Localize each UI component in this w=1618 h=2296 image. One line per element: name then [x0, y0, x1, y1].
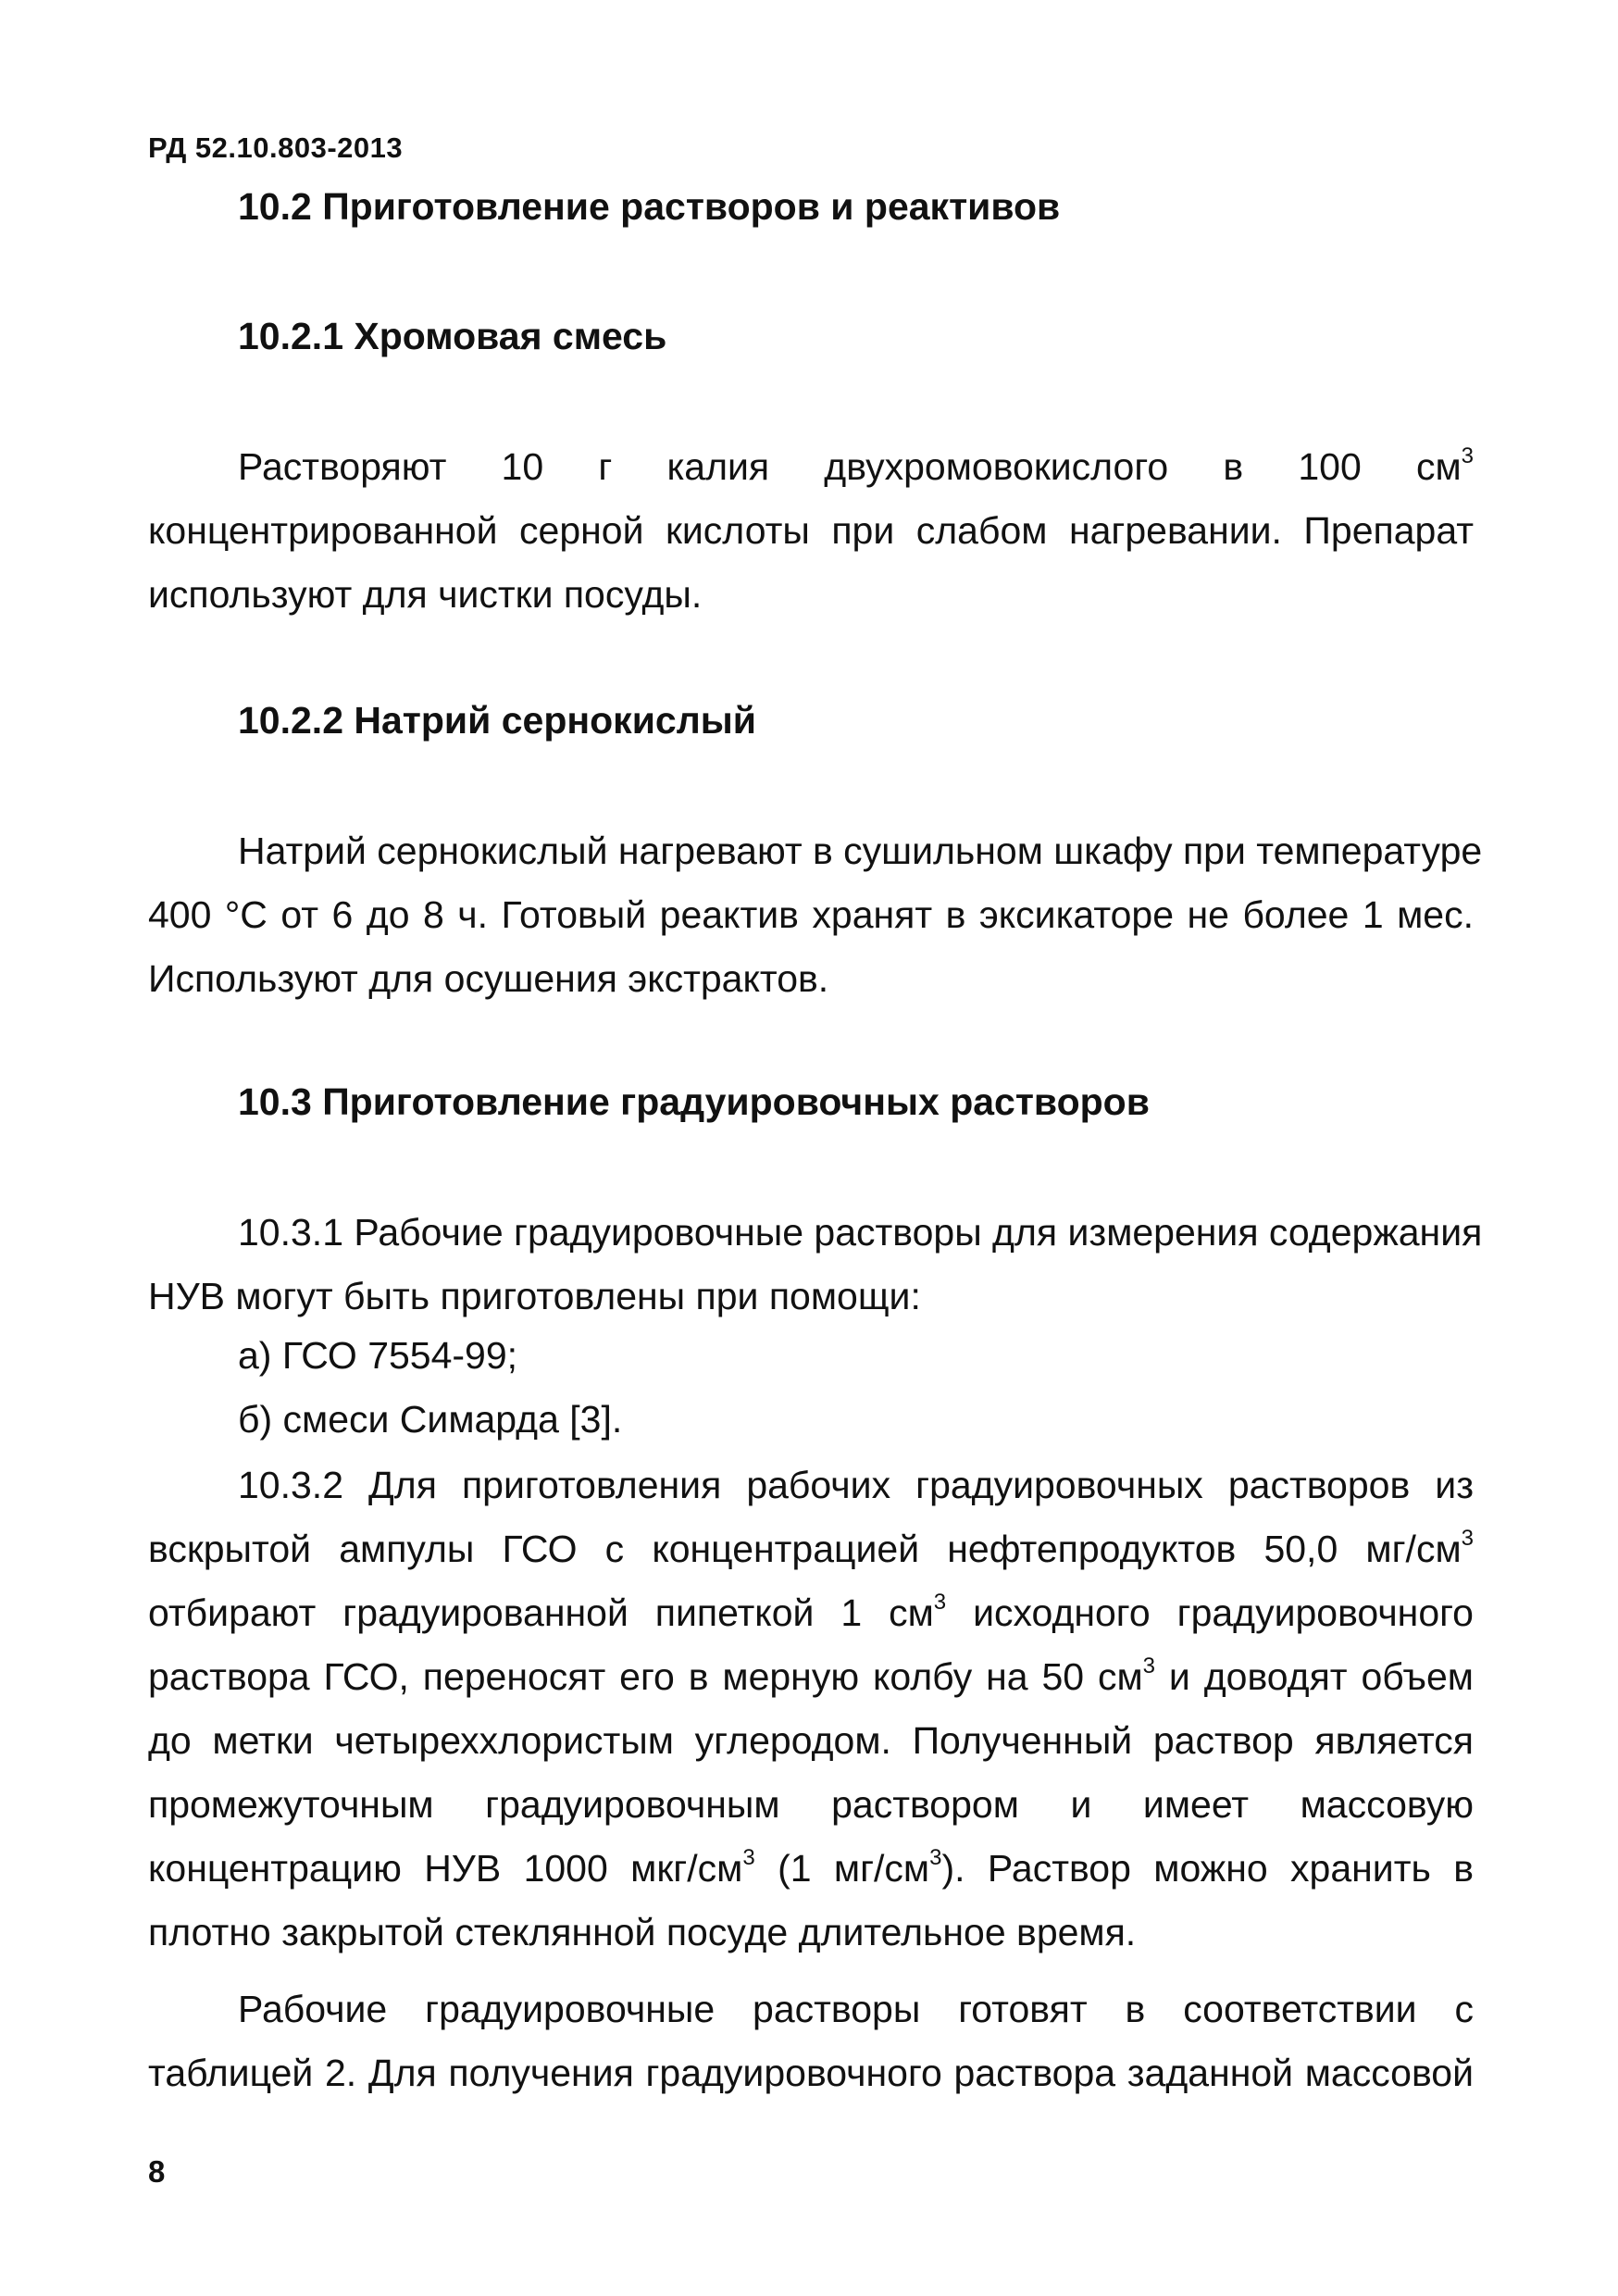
paragraph-10-3-1: [148, 1201, 1483, 1329]
paragraph-line: вскрытой ампулы ГСО с концентрацией нефтепродуктов 50,0 $мг/см^3$: [148, 1526, 1474, 1570]
paragraph-line: таблицей 2. Для получения градуировочного раствора заданной массовой: [148, 2052, 1474, 2094]
paragraph-10-3-2: [148, 1454, 1474, 1965]
heading-10-2-1: 10.2.1 Хромовая смесь: [238, 315, 667, 357]
heading-10-2-2: 10.2.2 Натрий сернокислый: [238, 699, 756, 742]
paragraph-line: до метки четыреххлористым углеродом. Полученный раствор является: [148, 1719, 1474, 1762]
superscript: 3: [933, 1590, 947, 1615]
paragraph-line: отбирают градуированной пипеткой 1 $см^3$ исходного градуировочного: [148, 1590, 1474, 1634]
document-code: РД 52.10.803-2013: [148, 131, 404, 164]
heading-10-2: 10.2 Приготовление растворов и реактивов: [238, 185, 1061, 228]
paragraph-sodium-sulfate: [148, 819, 1483, 1011]
page-number: 8: [148, 2154, 166, 2189]
paragraph-line: Используют для осушения экстрактов.: [148, 957, 829, 1000]
superscript: 3: [742, 1845, 755, 1870]
list-item: а) ГСО 7554-99;: [238, 1334, 518, 1377]
heading-10-3: 10.3 Приготовление градуировочных растворов: [238, 1080, 1150, 1123]
paragraph-working-solutions: [148, 1978, 1474, 2105]
paragraph-line: 10.3.2 Для приготовления рабочих градуировочных растворов из: [238, 1464, 1474, 1506]
paragraph-line: используют для чистки посуды.: [148, 573, 703, 616]
superscript: 3: [1142, 1653, 1156, 1678]
paragraph-line: Рабочие градуировочные растворы готовят в соответствии с: [238, 1988, 1474, 2030]
paragraph-line: концентрацию НУВ 1000 мкг/$см^3$ (1 $мг/см^3$). Раствор можно хранить в: [148, 1845, 1474, 1890]
paragraph-chromic-mixture: [148, 435, 1474, 627]
superscript: 3: [1461, 443, 1474, 468]
paragraph-line: Натрий сернокислый нагревают в сушильном шкафу при температуре: [238, 830, 1483, 872]
paragraph-line: НУВ могут быть приготовлены при помощи:: [148, 1275, 921, 1317]
paragraph-line: концентрированной серной кислоты при слабом нагревании. Препарат: [148, 509, 1474, 552]
list-item: б) смеси Симарда [3].: [238, 1398, 623, 1441]
paragraph-line: раствора ГСО, переносят его в мерную колбу на 50 $см^3$ и доводят объем: [148, 1653, 1474, 1698]
paragraph-line: Растворяют 10 г калия двухромовокислого в 100 $см^3$: [238, 443, 1474, 488]
paragraph-line: 400 °С от 6 до 8 ч. Готовый реактив хранят в эксикаторе не более 1 мес.: [148, 893, 1474, 936]
paragraph-line: плотно закрытой стеклянной посуде длительное время.: [148, 1911, 1137, 1953]
paragraph-line: 10.3.1 Рабочие градуировочные растворы для измерения содержания: [238, 1211, 1483, 1254]
paragraph-line: промежуточным градуировочным раствором и имеет массовую: [148, 1783, 1474, 1826]
superscript: 3: [929, 1845, 942, 1870]
superscript: 3: [1461, 1526, 1474, 1551]
